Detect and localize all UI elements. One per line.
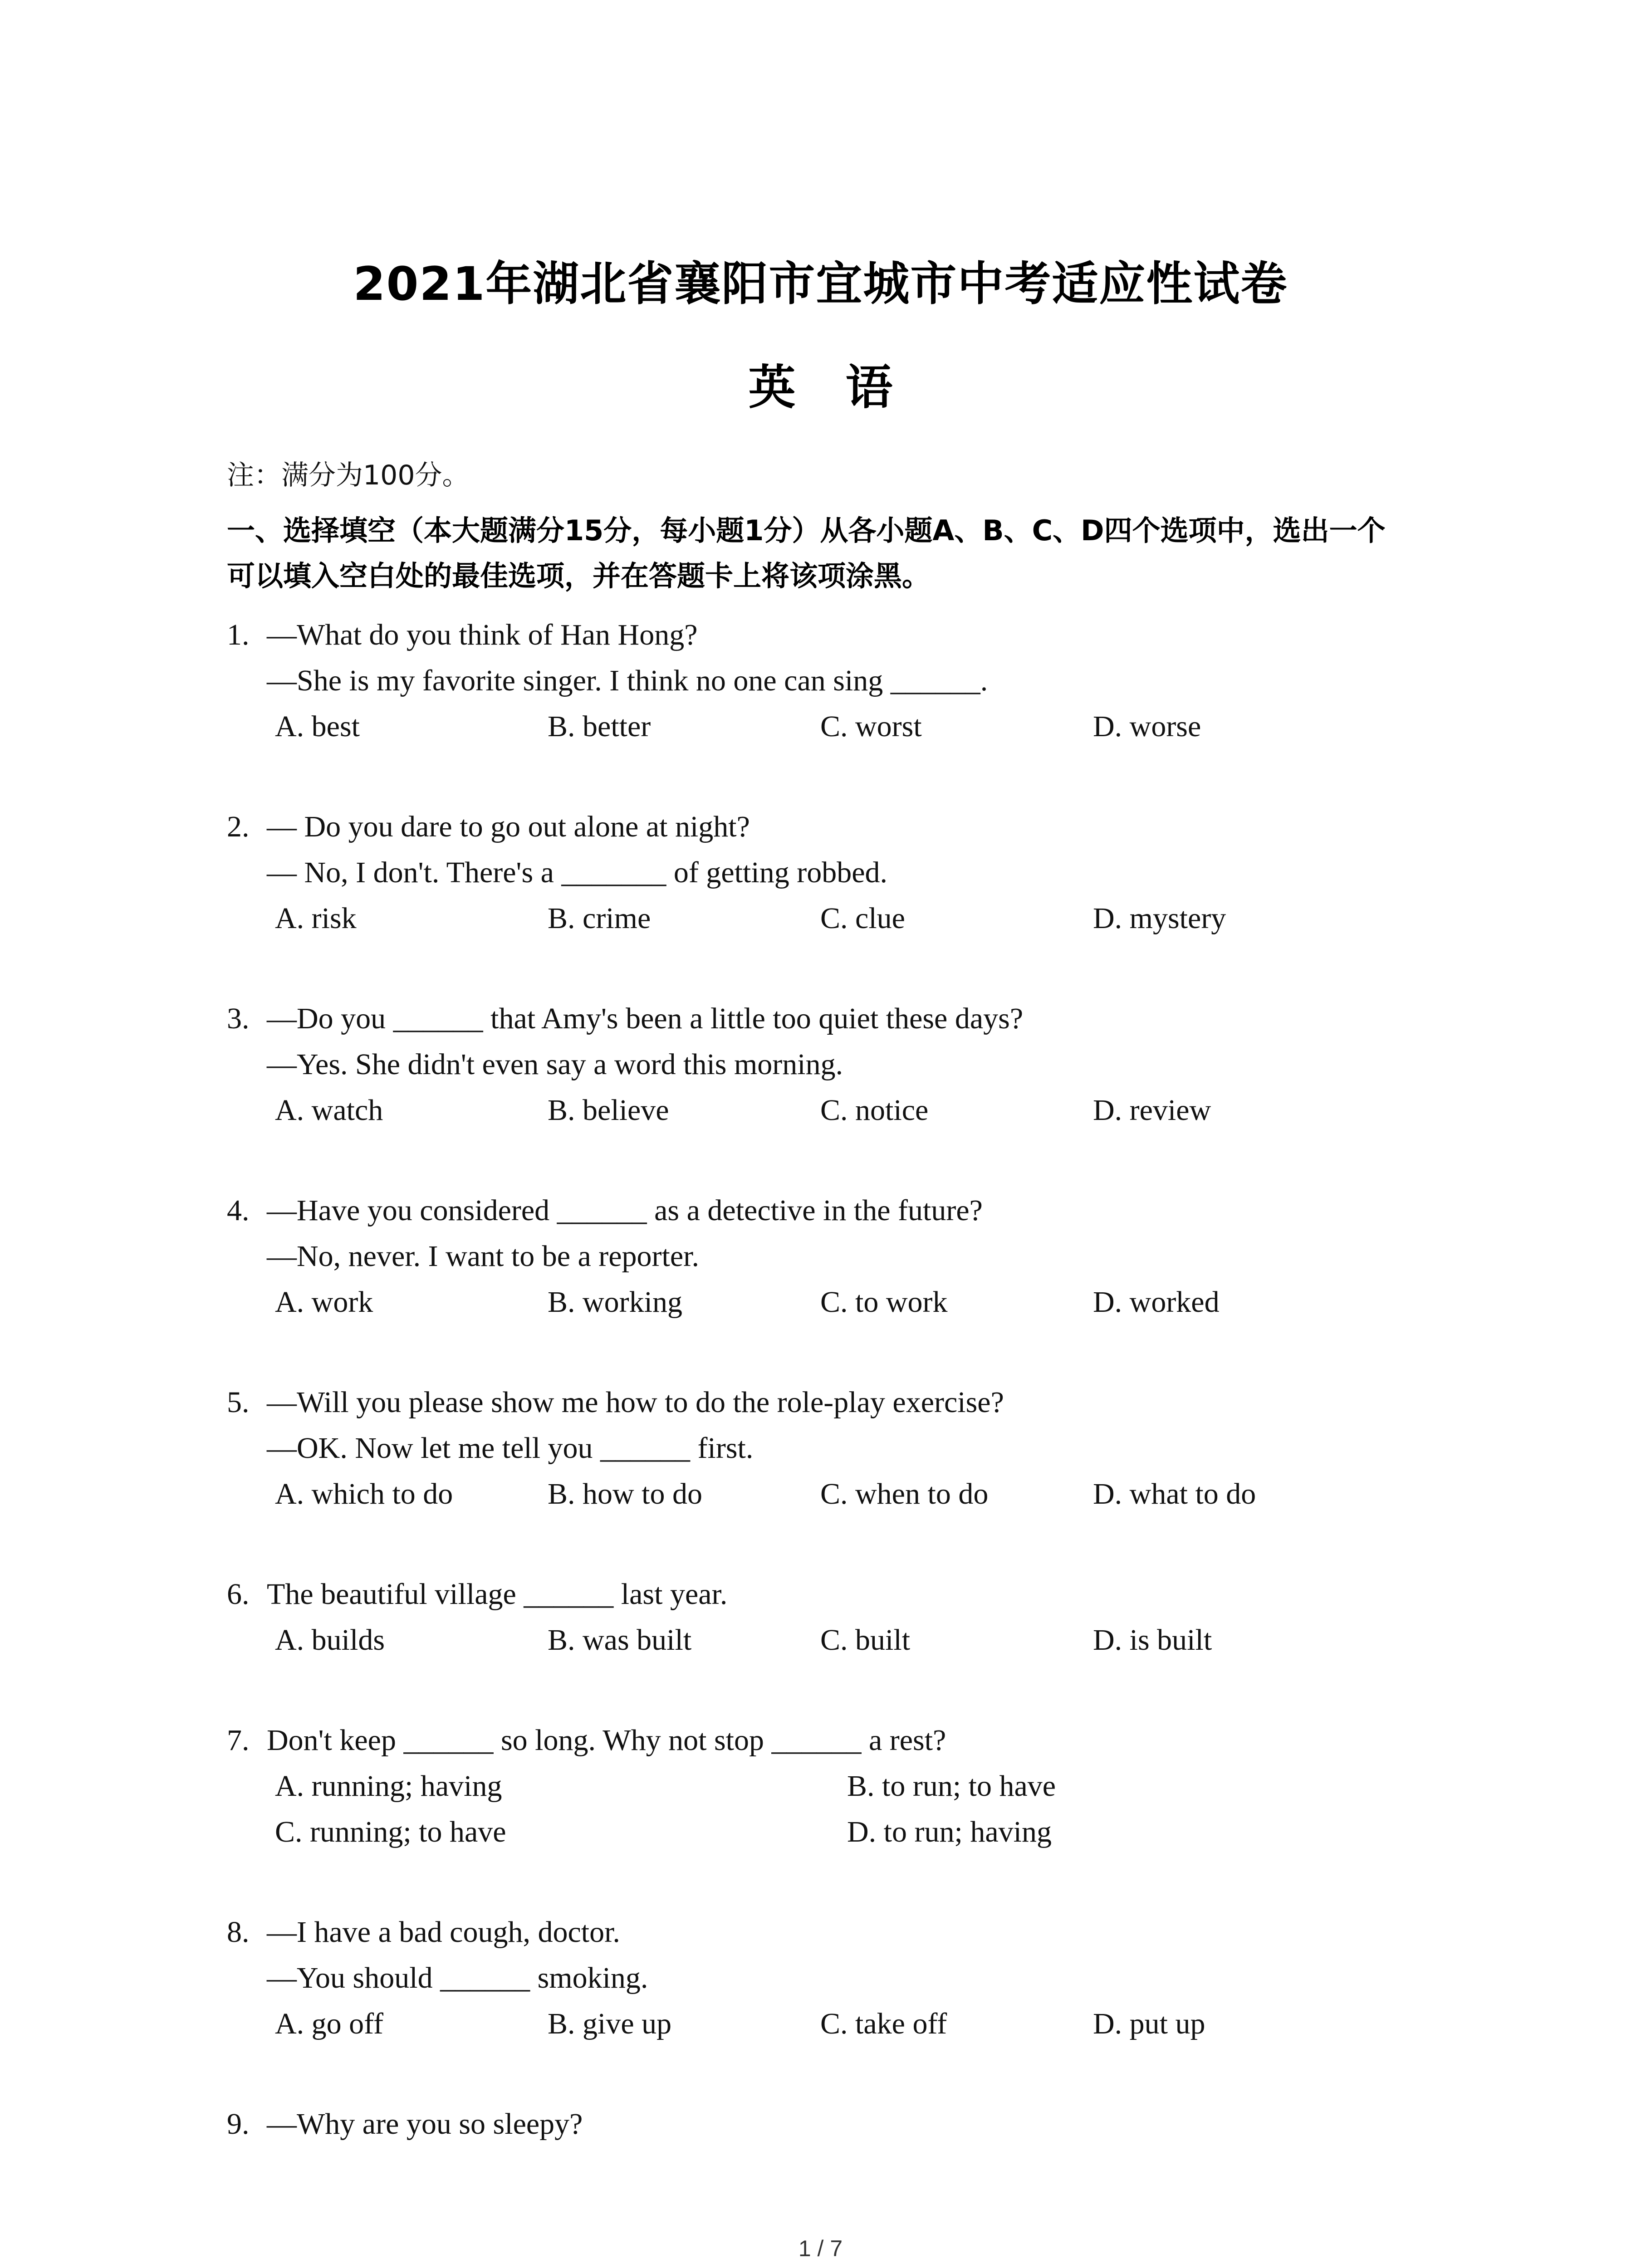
question-line: —You should ______ smoking. bbox=[267, 1961, 648, 1994]
question-number: 1. bbox=[227, 618, 250, 651]
option-a: A. risk bbox=[275, 902, 357, 935]
option-d: D. is built bbox=[1093, 1623, 1212, 1657]
question-line: —I have a bad cough, doctor. bbox=[267, 1916, 620, 1949]
question-number: 5. bbox=[227, 1386, 250, 1419]
question-line: — Do you dare to go out alone at night? bbox=[267, 810, 750, 843]
question-number: 7. bbox=[227, 1724, 250, 1757]
option-b: B. to run; to have bbox=[847, 1769, 1056, 1803]
option-d: D. put up bbox=[1093, 2007, 1205, 2040]
question-line: —What do you think of Han Hong? bbox=[267, 618, 698, 651]
option-d: D. worked bbox=[1093, 1286, 1220, 1319]
question-line: —No, never. I want to be a reporter. bbox=[267, 1240, 700, 1273]
question-line: — No, I don't. There's a _______ of getting robbed. bbox=[267, 856, 887, 889]
question-number: 8. bbox=[227, 1916, 250, 1949]
question-number: 2. bbox=[227, 810, 250, 843]
section-instruction-line1: 一、选择填空（本大题满分15分，每小题1分）从各小题A、B、C、D四个选项中，选出一个 bbox=[227, 514, 1386, 547]
option-c: C. running; to have bbox=[275, 1815, 506, 1848]
page-number: 1 / 7 bbox=[798, 2236, 843, 2261]
question-line: —Will you please show me how to do the role-play exercise? bbox=[267, 1386, 1004, 1419]
option-a: A. best bbox=[275, 710, 360, 743]
subject-title: 英语 bbox=[748, 360, 943, 415]
option-b: B. how to do bbox=[548, 1477, 703, 1510]
question-number: 9. bbox=[227, 2107, 250, 2141]
option-a: A. watch bbox=[275, 1094, 383, 1127]
question-line: —Do you ______ that Amy's been a little too quiet these days? bbox=[267, 1002, 1024, 1035]
question-line: —Have you considered ______ as a detective in the future? bbox=[267, 1194, 983, 1227]
option-c: C. notice bbox=[820, 1094, 929, 1127]
option-b: B. crime bbox=[548, 902, 651, 935]
question-line: —She is my favorite singer. I think no one can sing ______. bbox=[267, 664, 988, 697]
question-line: The beautiful village ______ last year. bbox=[267, 1578, 728, 1611]
exam-title: 2021年湖北省襄阳市宜城市中考适应性试卷 bbox=[353, 257, 1288, 311]
question-number: 6. bbox=[227, 1578, 250, 1611]
question-line: —Why are you so sleepy? bbox=[267, 2107, 583, 2141]
question-line: —OK. Now let me tell you ______ first. bbox=[267, 1432, 754, 1465]
option-d: D. review bbox=[1093, 1094, 1211, 1127]
option-b: B. give up bbox=[548, 2007, 672, 2040]
option-c: C. take off bbox=[820, 2007, 947, 2040]
option-d: D. mystery bbox=[1093, 902, 1226, 935]
option-a: A. builds bbox=[275, 1623, 385, 1657]
option-a: A. running; having bbox=[275, 1769, 502, 1803]
question-number: 4. bbox=[227, 1194, 250, 1227]
question-line: —Yes. She didn't even say a word this morning. bbox=[267, 1048, 843, 1081]
option-c: C. when to do bbox=[820, 1477, 989, 1510]
option-d: D. to run; having bbox=[847, 1815, 1052, 1848]
option-b: B. was built bbox=[548, 1623, 692, 1657]
option-d: D. worse bbox=[1093, 710, 1201, 743]
score-note: 注：满分为100分。 bbox=[227, 459, 470, 491]
option-c: C. clue bbox=[820, 902, 905, 935]
section-instruction-line2: 可以填入空白处的最佳选项，并在答题卡上将该项涂黑。 bbox=[227, 559, 931, 592]
option-d: D. what to do bbox=[1093, 1477, 1256, 1510]
option-b: B. believe bbox=[548, 1094, 669, 1127]
question-line: Don't keep ______ so long. Why not stop ______ a rest? bbox=[267, 1724, 946, 1757]
option-b: B. working bbox=[548, 1286, 682, 1319]
option-c: C. worst bbox=[820, 710, 922, 743]
option-c: C. to work bbox=[820, 1286, 948, 1319]
option-c: C. built bbox=[820, 1623, 911, 1657]
option-b: B. better bbox=[548, 710, 651, 743]
question-number: 3. bbox=[227, 1002, 250, 1035]
option-a: A. go off bbox=[275, 2007, 383, 2040]
option-a: A. which to do bbox=[275, 1477, 453, 1510]
option-a: A. work bbox=[275, 1286, 373, 1319]
